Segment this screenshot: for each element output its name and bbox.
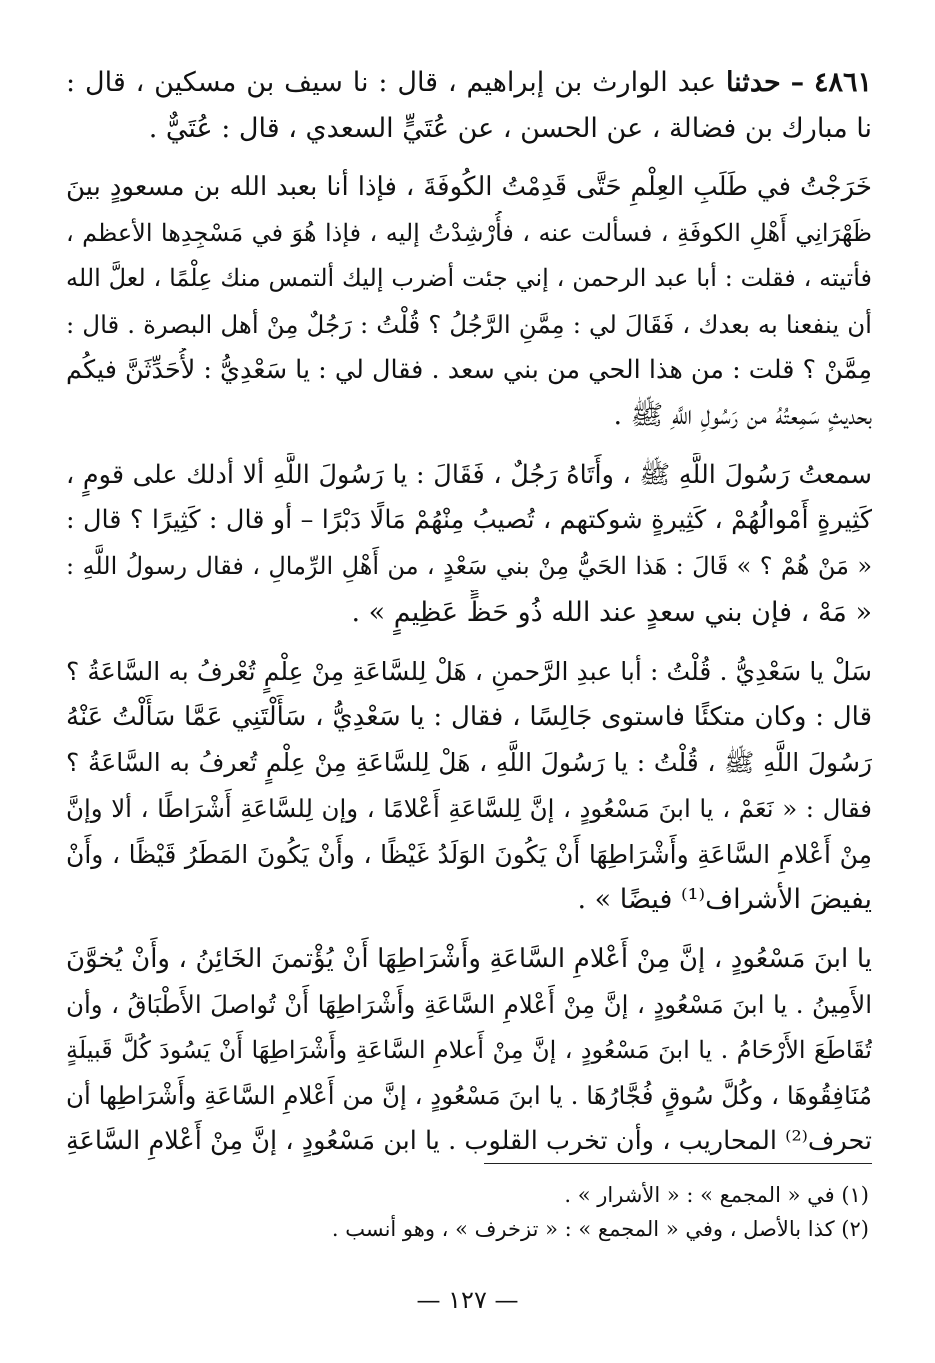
text-line: الأَمِينُ . يا ابنَ مَسْعُودٍ ، إنَّ مِنْ أَعْلامِ السَّاعَةِ وأَشْرَاطِهَا أَنْ تُواصلَ الأَطْبَاقُ ، وأن [66, 990, 872, 1020]
text-line: خَرَجْتُ في طَلَبِ العِلْمِ حَتَّى قَدِمْتُ الكُوفَةَ ، فإذا أنا بعبد الله بن مسعودٍ بينَ [66, 172, 872, 203]
text-line: ٤٨٦١ – حدثنا عبد الوارث بن إبراهيم ، قال : نا سيف بن مسكين ، قال : [66, 67, 872, 98]
text-line: بحديثٍ سَمِعتُهُ من رَسُولِ اللَّهِ ﷺ . [613, 400, 872, 432]
text-line: فأتيته ، فقلت : أبا عبد الرحمن ، إني جئت أضرب إليك ألتمس منك عِلْمًا ، لعلَّ الله [66, 264, 872, 293]
paragraph [66, 453, 872, 635]
text-line: مِنْ أَعْلامِ السَّاعَةِ وأَشْرَاطِهَا أَنْ يَكُونَ الوَلَدُ غَيْظًا ، وأَنْ يَكُونَ المَطَرُ قَيْظًا ، وأَنْ [66, 839, 872, 869]
paragraph [66, 649, 872, 923]
text-line: يا ابنَ مَسْعُودٍ ، إنَّ مِنْ أَعْلامِ السَّاعَةِ وأَشْرَاطِهَا أَنْ يُؤْتمنَ الخَائِنُ ، وأَنْ يُخوَّنَ [66, 943, 872, 974]
footnote: (٢) كذا بالأصل ، وفي « المجمع » : « تزخرف » ، وهو أنسب . [331, 1217, 869, 1241]
text-line: مِمَّنْ ؟ قلت : من هذا الحي من بني سعد . فقال لي : يا سَعْدِيُّ : لأُحَدِّثَنَّ فيكُم [66, 354, 872, 385]
text-line: « مَنْ هُمْ ؟ » قَالَ : هَذا الحَيُّ مِنْ بني سَعْدٍ ، من أَهْلِ الرِّمالِ ، فقال رسولُ اللَّهِ : [66, 551, 872, 580]
footnote: (١) في « المجمع » : « الأشرار » . [564, 1183, 869, 1207]
text-line: قال : وكان متكئًا فاستوى جَالِسًا ، فقال : يا سَعْدِيُّ ، سَأَلْتَنِي عَمَّا سَأَلْتُ عَنْهُ [66, 701, 872, 732]
text-line: نا مبارك بن فضالة ، عن الحسن ، عن عُتَيٍّ السعدي ، قال : عُتَيٌّ . [148, 112, 872, 144]
text-line: سمعتُ رَسُولَ اللَّهِ ﷺ ، وأَتَاهُ رَجُلٌ ، فَقَالَ : يا رَسُولَ اللَّهِ ألا أدلك على قومٍ ، [66, 459, 872, 490]
hadith-number: ٤٨٦١ [813, 67, 872, 98]
text-line: يفيضَ الأشراف⁽¹⁾ فيضًا » . [577, 884, 872, 916]
text-line: مُنَافِقُوهَا ، وكُلَّ سُوقٍ فُجَّارُهَا . يا ابنَ مَسْعُودٍ ، إنَّ من أَعْلامِ السَّاعَةِ وأَشْرَاطِها أن [66, 1081, 872, 1111]
text-line: كَثِيرةٍ أَمْوالُهُمْ ، كَثِيرةٍ شوكتهم ، تُصيبُ مِنْهُمْ مَالًا دَبْرًا – أو قال : كَثِيرًا ؟ قال : [66, 505, 872, 536]
text-line: سَلْ يا سَعْدِيُّ . قُلْتُ : أبا عبدِ الرَّحمنِ ، هَلْ لِلسَّاعَةِ مِنْ عِلْمٍ تُعْرفُ به السَّاعَةُ ؟ [66, 657, 872, 687]
footnote-separator [484, 1163, 872, 1164]
hadith-intro-label: حدثنا [725, 67, 781, 98]
text-span: عبد الوارث بن إبراهيم ، قال : نا سيف بن مسكين ، قال : [66, 67, 717, 98]
text-line: رَسُولَ اللَّهِ ﷺ ، قُلْتُ : يا رَسُولَ اللَّهِ ، هَلْ لِلسَّاعَةِ مِنْ عِلْمٍ تُعرفُ به السَّاعَةُ ؟ [66, 748, 872, 778]
text-line: تحرف⁽²⁾ المحاريب ، وأن تخرب القلوب . يا ابن مَسْعُودٍ ، إنَّ مِنْ أَعْلامِ السَّاعَةِ [66, 1126, 872, 1157]
footnotes [63, 1178, 869, 1246]
hadith-text [66, 60, 872, 1165]
page-number: — ١٢٧ — [416, 1286, 519, 1314]
text-line: تُقَاطَعَ الأَرْحَامُ . يا ابنَ مَسْعُودٍ ، إنَّ مِنْ أَعلامِ السَّاعَةِ وأَشْرَاطِهَا أَنْ يَسُودَ كُلَّ قَبيلَةٍ [66, 1035, 872, 1064]
paragraph [66, 165, 872, 439]
text-line: فقال : « نَعَمْ ، يا ابنَ مَسْعُودٍ ، إنَّ لِلسَّاعَةِ أَعْلامًا ، وإن لِلسَّاعَةِ أَشْرَاطًا ، ألا وإنَّ [66, 793, 872, 823]
text-line: ظَهْرَانِي أَهْلِ الكوفَةِ ، فسألت عنه ، فأُرْشِدْتُ إليه ، فإذا هُوَ في مَسْجِدِها الأعظم ، [66, 218, 872, 247]
text-line: « مَهْ ، فإن بني سعدٍ عند الله ذُو حَظٍّ عَظِيمٍ » . [351, 596, 872, 628]
paragraph [66, 937, 872, 1165]
text-line: أن ينفعنا به بعدك ، فَقَالَ لي : مِمَّنِ الرَّجُلُ ؟ قُلْتُ : رَجُلٌ مِنْ أهل البصرة . قال : [66, 309, 872, 339]
